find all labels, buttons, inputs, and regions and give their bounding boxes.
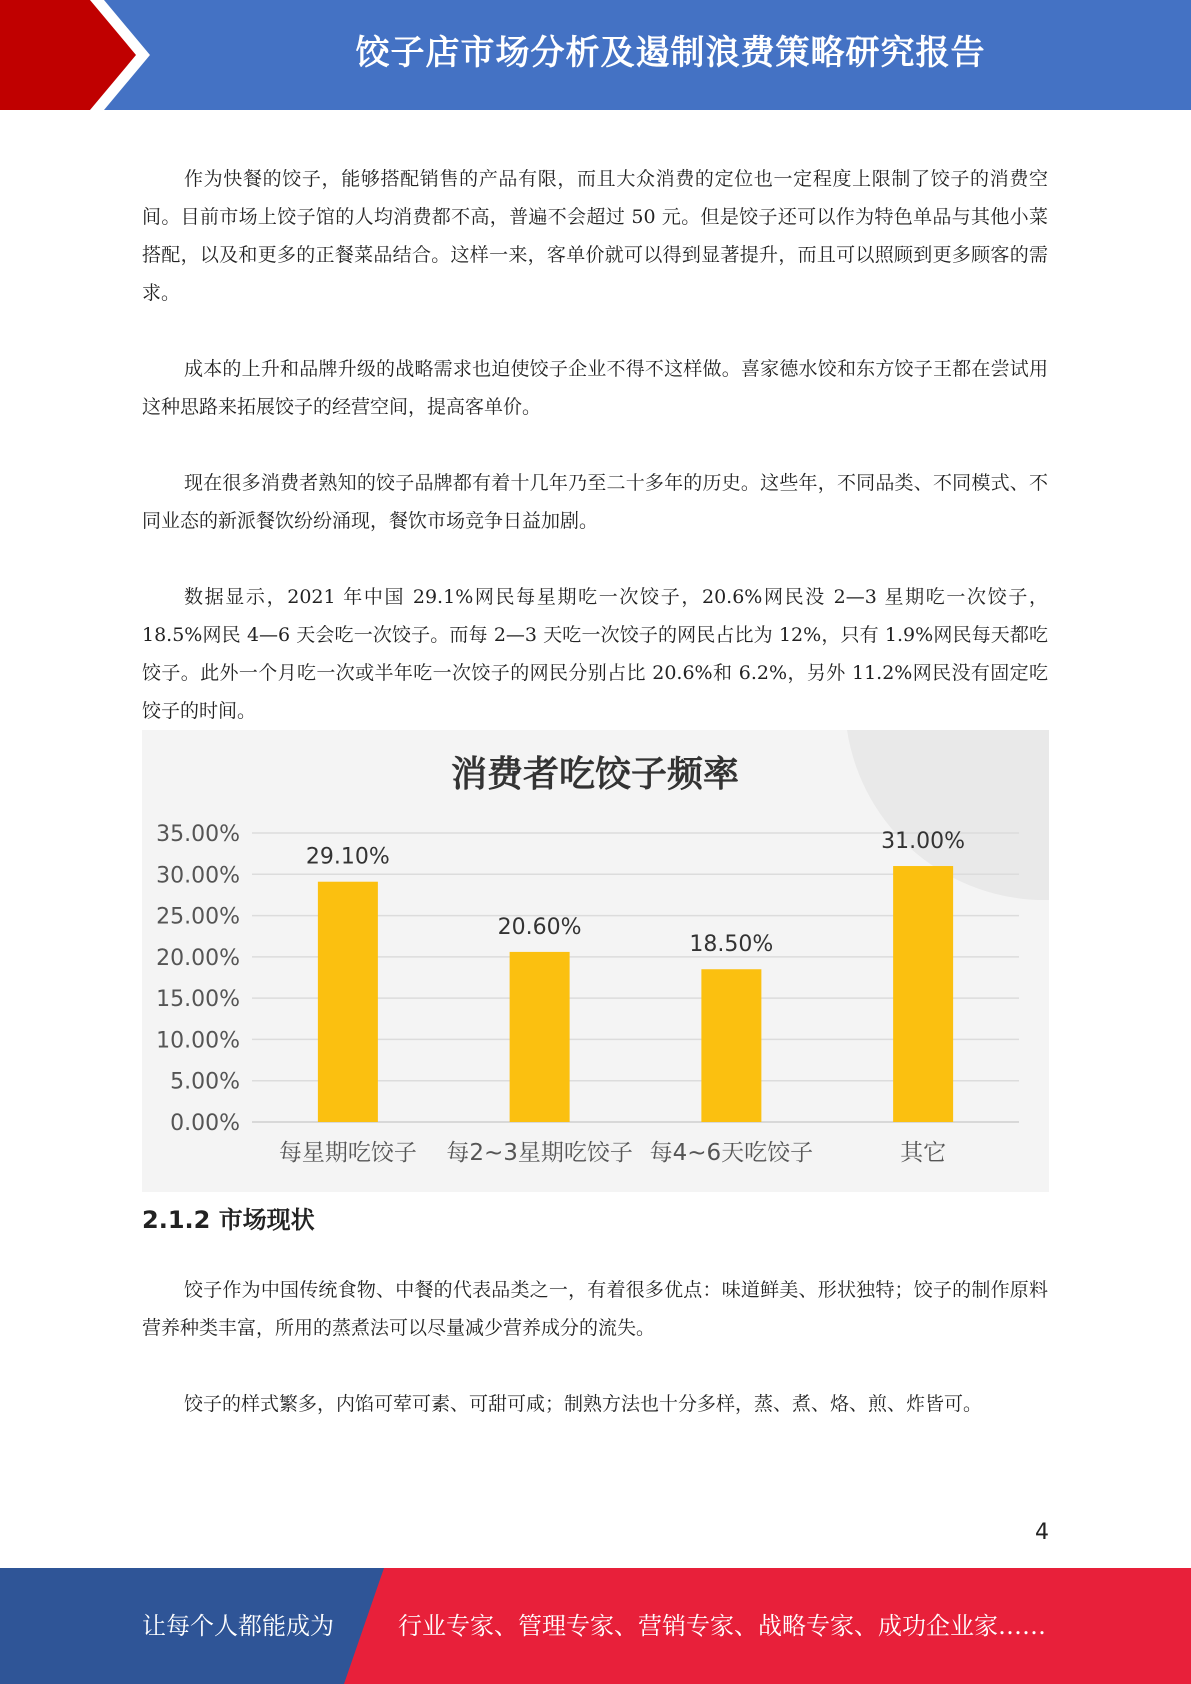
- chart-x-axis: [279, 1140, 946, 1166]
- y-tick-label: 25.00%: [156, 904, 240, 930]
- y-tick-label: 15.00%: [156, 987, 240, 1013]
- chart-title: 消费者吃饺子频率: [450, 754, 740, 795]
- footer-slogan-right: 行业专家、管理专家、营销专家、战略专家、成功企业家……: [398, 1612, 1046, 1640]
- data-label: 31.00%: [881, 829, 966, 855]
- paragraph: 数据显示，2021 年中国 29.1%网民每星期吃一次饺子，20.6%网民没 2—3 星期吃一次饺子，18.5%网民 4—6 天会吃一次饺子。而每 2—3 天吃一次饺子的网民占比为 12%，只有 1.9%网民每天都吃饺子。此外一个月吃一次或半年吃一次饺子的网民分别占比 20.6%和 6.2%，另外 11.2%网民没有固定吃饺子的时间。: [142, 586, 1048, 722]
- bar: [893, 866, 953, 1122]
- bar: [318, 882, 378, 1122]
- header-title: 饺子店市场分析及遏制浪费策略研究报告: [355, 33, 986, 73]
- footer-slogan-left: 让每个人都能成为: [142, 1612, 334, 1640]
- category-label: 每2~3星期吃饺子: [446, 1140, 633, 1166]
- bar: [701, 969, 761, 1122]
- data-label: 20.60%: [497, 914, 582, 940]
- paragraph: 饺子作为中国传统食物、中餐的代表品类之一，有着很多优点：味道鲜美、形状独特；饺子的制作原料营养种类丰富，所用的蒸煮法可以尽量减少营养成分的流失。: [142, 1279, 1048, 1339]
- frequency-bar-chart: [142, 730, 1049, 1192]
- page-header: [0, 0, 1191, 110]
- paragraph: 现在很多消费者熟知的饺子品牌都有着十几年乃至二十多年的历史。这些年，不同品类、不同模式、不同业态的新派餐饮纷纷涌现，餐饮市场竞争日益加剧。: [142, 472, 1048, 532]
- section-heading: 2.1.2 市场现状: [142, 1206, 315, 1234]
- chart-bars: [318, 866, 953, 1122]
- y-tick-label: 10.00%: [156, 1028, 240, 1054]
- chart-y-axis: [156, 822, 240, 1136]
- y-tick-label: 20.00%: [156, 945, 240, 971]
- category-label: 每4~6天吃饺子: [649, 1140, 814, 1166]
- document-body: [142, 160, 1048, 1461]
- chart-data-labels: [306, 829, 965, 957]
- y-tick-label: 5.00%: [170, 1069, 240, 1095]
- page-number: 4: [1035, 1520, 1049, 1545]
- paragraph: 成本的上升和品牌升级的战略需求也迫使饺子企业不得不这样做。喜家德水饺和东方饺子王都在尝试用这种思路来拓展饺子的经营空间，提高客单价。: [142, 358, 1048, 418]
- y-tick-label: 0.00%: [170, 1111, 240, 1136]
- data-label: 29.10%: [305, 844, 390, 870]
- paragraph: 饺子的样式繁多，内馅可荤可素、可甜可咸；制熟方法也十分多样，蒸、煮、烙、煎、炸皆可。: [184, 1393, 983, 1415]
- chart-canvas: [142, 730, 1049, 1192]
- data-label: 18.50%: [689, 932, 774, 958]
- paragraph: 作为快餐的饺子，能够搭配销售的产品有限，而且大众消费的定位也一定程度上限制了饺子的消费空间。目前市场上饺子馆的人均消费都不高，普遍不会超过 50 元。但是饺子还可以作为特色单品与其他小菜搭配，以及和更多的正餐菜品结合。这样一来，客单价就可以得到显著提升，而且可以照顾到更多顾客的需求。: [142, 168, 1048, 304]
- category-label: 每星期吃饺子: [278, 1140, 417, 1166]
- category-label: 其它: [900, 1140, 947, 1166]
- y-tick-label: 35.00%: [156, 822, 240, 847]
- page-footer: [0, 1568, 1191, 1684]
- y-tick-label: 30.00%: [156, 863, 240, 889]
- bar: [510, 952, 570, 1122]
